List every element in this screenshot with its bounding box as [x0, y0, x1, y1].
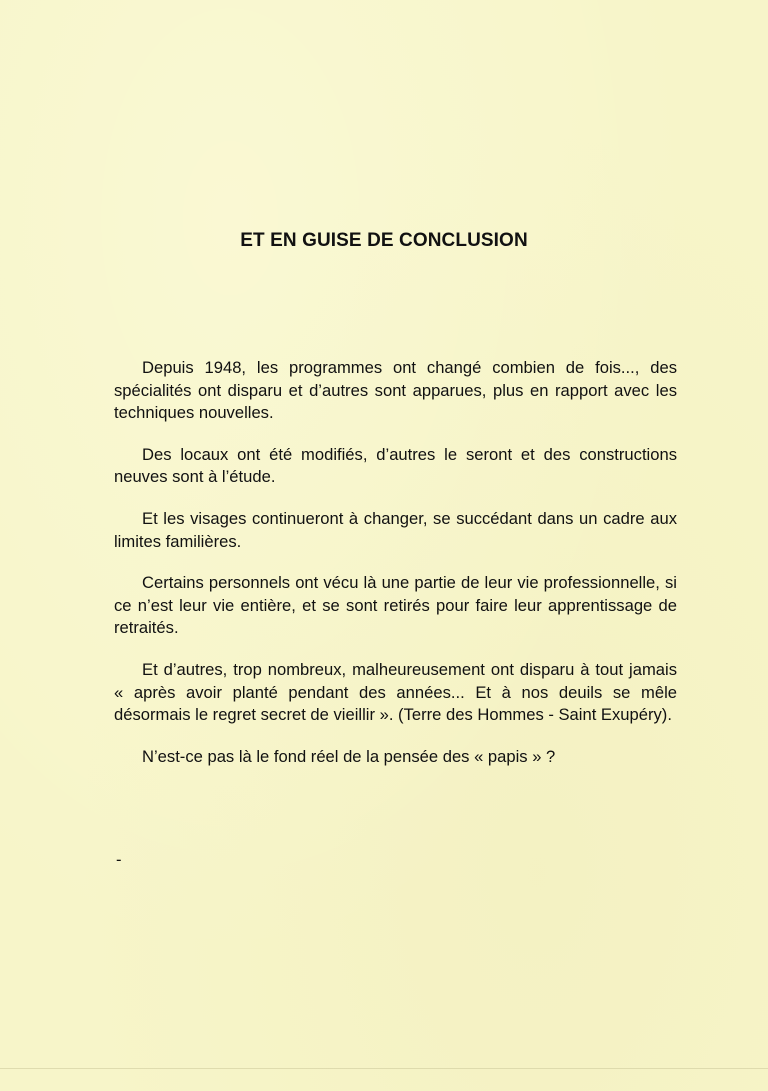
- page-title: ET EN GUISE DE CONCLUSION: [240, 230, 528, 251]
- paragraph-3: Et les visages continueront à changer, se succédant dans un cadre aux limites familières.: [114, 508, 677, 551]
- paragraph-2: Des locaux ont été modifiés, d’autres le seront et des constructions neuves sont à l’étude.: [114, 444, 677, 487]
- page-edge-divider: [0, 1068, 768, 1069]
- paragraph-1: Depuis 1948, les programmes ont changé combien de fois..., des spécialités ont disparu et d’autres sont apparues, plus en rapport avec les techniques nouvelles.: [114, 358, 677, 423]
- paragraph-4: Certains personnels ont vécu là une partie de leur vie professionnelle, si ce n’est leur vie entière, et se sont retirés pour faire leur apprentissage de retraités.: [114, 573, 677, 638]
- paragraph-5: Et d’autres, trop nombreux, malheureusement ont disparu à tout jamais « après avoir planté pendant des années... Et à nos deuils se mêle désormais le regret secret de vieillir ». (Terre des Hommes - Saint Exupéry).: [114, 659, 677, 725]
- dash-mark: -: [116, 850, 122, 869]
- body-text: [114, 357, 677, 787]
- paragraph-6: N’est-ce pas là le fond réel de la pensée des « papis » ?: [142, 746, 556, 766]
